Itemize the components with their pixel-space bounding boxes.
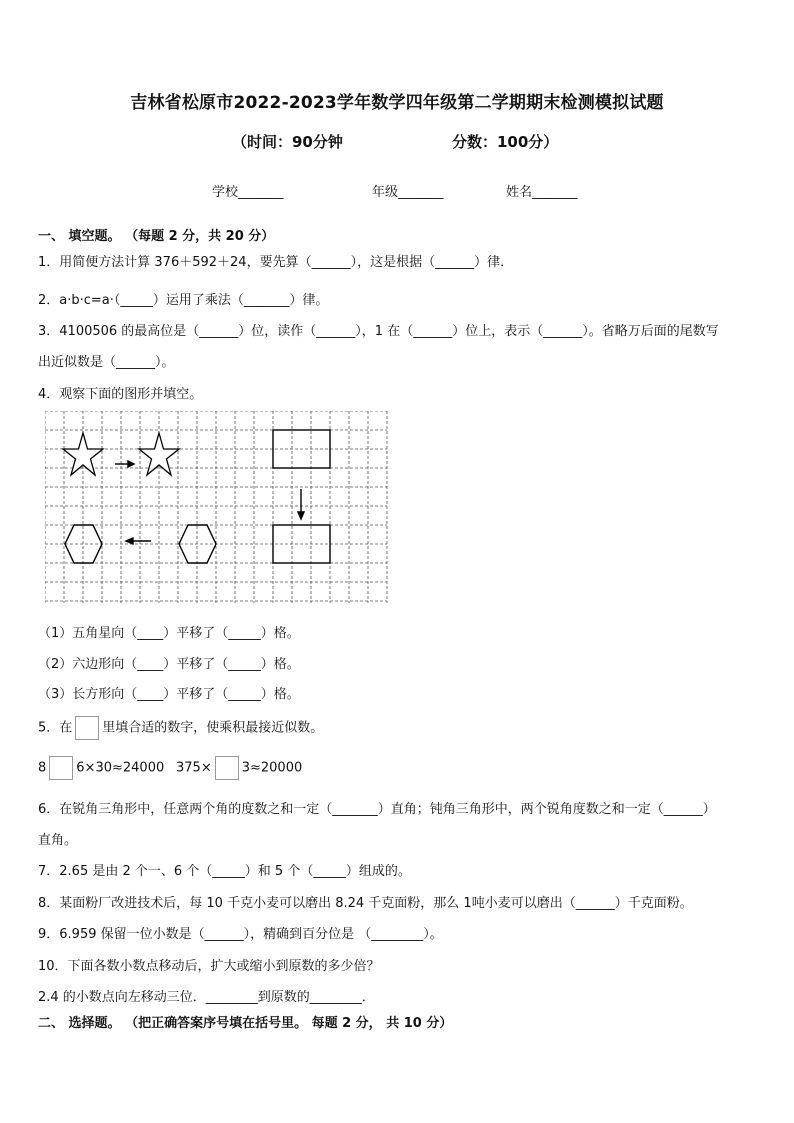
question-5-equation-2 xyxy=(176,756,302,780)
question-3-line1: 3．4100506 的最高位是（______）位，读作（______），1 在（______）位上，表示（______）。省略万后面的尾数写 xyxy=(38,324,719,339)
eq2-answer-box[interactable] xyxy=(215,756,239,780)
name-field: 姓名_______ xyxy=(506,185,578,200)
question-5-prefix: 5．在 xyxy=(38,720,73,736)
question-8: 8．某面粉厂改进技术后，每 10 千克小麦可以磨出 8.24 千克面粉，那么 1吨小麦可以磨出（______）千克面粉。 xyxy=(38,896,693,911)
question-5 xyxy=(38,716,323,740)
eq1-right: 6×30≈24000 xyxy=(76,760,165,776)
section2-title: 二、 选择题。 xyxy=(38,1016,121,1031)
section1-title: 一、 填空题。 xyxy=(38,229,121,244)
question-6-line2: 直角。 xyxy=(38,833,78,848)
school-field: 学校_______ xyxy=(212,185,284,200)
score-label: 分数：100分） xyxy=(452,133,559,151)
page-title: 吉林省松原市2022-2023学年数学四年级第二学期期末检测模拟试题 xyxy=(130,93,664,113)
section1-heading xyxy=(38,225,274,244)
question-9: 9．6.959 保留一位小数是（______），精确到百分位是 （________）。 xyxy=(38,927,443,942)
question-4-sub3: （3）长方形向（____）平移了（_____）格。 xyxy=(38,687,300,702)
question-4-sub2: （2）六边形向（____）平移了（_____）格。 xyxy=(38,657,300,672)
question-10-sub: 2.4 的小数点向左移动三位．________到原数的________． xyxy=(38,990,375,1005)
section2-note: （把正确答案序号填在括号里。 每题 2 分， 共 10 分） xyxy=(125,1016,453,1031)
dashed-grid xyxy=(45,411,387,603)
section1-note: （每题 2 分，共 20 分） xyxy=(125,229,275,244)
question-7: 7．2.65 是由 2 个一、6 个（_____）和 5 个（_____）组成的。 xyxy=(38,864,411,879)
question-6-line1: 6．在锐角三角形中，任意两个角的度数之和一定（_______）直角；钝角三角形中，两个锐角度数之和一定（______） xyxy=(38,802,716,817)
eq2-right: 3≈20000 xyxy=(241,760,303,776)
arrow-left-icon xyxy=(126,538,151,544)
eq1-answer-box[interactable] xyxy=(49,756,73,780)
eq1-left: 8 xyxy=(38,760,47,776)
question-3-line2: 出近似数是（______）。 xyxy=(38,355,175,370)
time-label: （时间：90分钟 xyxy=(232,133,343,151)
arrow-right-icon xyxy=(115,461,134,467)
grade-field: 年级_______ xyxy=(372,185,444,200)
translation-grid-figure xyxy=(45,411,390,609)
question-10: 10．下面各数小数点移动后，扩大或缩小到原数的多少倍？ xyxy=(38,959,380,974)
question-4: 4．观察下面的图形并填空。 xyxy=(38,387,203,402)
section2-heading xyxy=(38,1012,452,1031)
question-1: 1．用简便方法计算 376＋592＋24，要先算（______），这是根据（______）律． xyxy=(38,255,514,270)
question-5-equation-1 xyxy=(38,756,164,780)
question-5-suffix: 里填合适的数字，使乘积最接近似数。 xyxy=(102,720,324,736)
answer-box[interactable] xyxy=(75,716,99,740)
eq2-left: 375× xyxy=(176,760,212,776)
question-2: 2．a·b·c=a·（_____）运用了乘法（_______）律。 xyxy=(38,293,329,308)
question-4-sub1: （1）五角星向（____）平移了（_____）格。 xyxy=(38,626,300,641)
arrow-down-icon xyxy=(298,489,304,519)
